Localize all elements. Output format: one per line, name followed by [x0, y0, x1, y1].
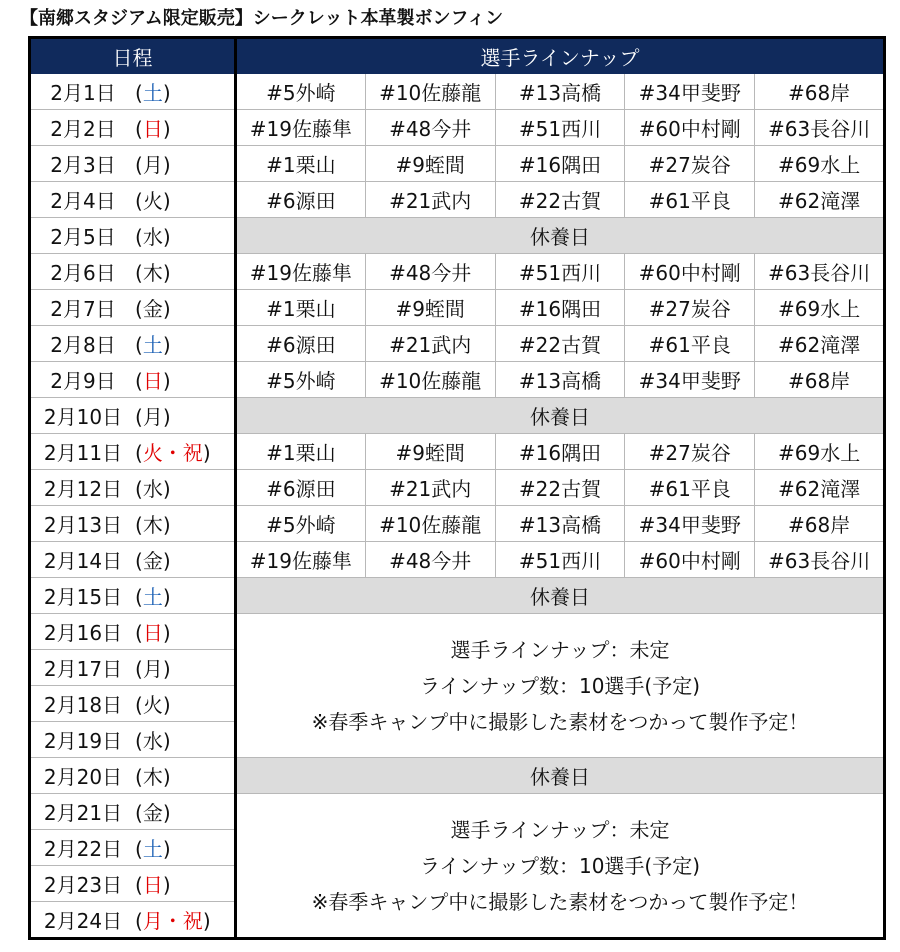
note-line1: 選手ラインナップ：未定: [450, 817, 670, 842]
table-row: [30, 758, 885, 794]
date-cell: [30, 794, 236, 830]
player-cell: #60中村剛: [625, 254, 755, 290]
weekday-label: (土): [135, 585, 171, 609]
table-row: [30, 218, 885, 254]
player-cell: #60中村剛: [625, 110, 755, 146]
note-line3: ※春季キャンプ中に撮影した素材をつかって製作予定！: [311, 889, 809, 914]
weekday-label: (金): [135, 549, 171, 573]
date-cell: [30, 614, 236, 650]
player-cell: #22古賀: [495, 182, 625, 218]
weekday-label: (土): [135, 837, 171, 861]
player-cell: #16隅田: [495, 434, 625, 470]
player-cell: #21武内: [365, 470, 495, 506]
player-cell: #61平良: [625, 326, 755, 362]
player-cell: #5外崎: [236, 362, 366, 398]
player-cell: #34甲斐野: [625, 74, 755, 110]
weekday-label: (金): [135, 297, 171, 321]
weekday-label: (土): [135, 333, 171, 357]
table-row: [30, 182, 885, 218]
weekday-label: (火・祝): [135, 441, 211, 465]
weekday-text: 月: [142, 405, 163, 429]
date-label: 2月10日: [43, 405, 123, 429]
table-row: [30, 542, 885, 578]
player-cell: #6源田: [236, 182, 366, 218]
date-cell: [30, 398, 236, 434]
date-cell: [30, 290, 236, 326]
table-row: [30, 146, 885, 182]
weekday-text: 木: [142, 513, 163, 537]
weekday-label: (月・祝): [135, 909, 211, 933]
table-row: [30, 614, 885, 650]
player-cell: #61平良: [625, 182, 755, 218]
player-cell: #34甲斐野: [625, 506, 755, 542]
weekday-label: (水): [135, 225, 171, 249]
date-cell: [30, 146, 236, 182]
date-label: 2月13日: [43, 513, 123, 537]
date-label: 2月16日: [43, 621, 123, 645]
weekday-text: 月: [142, 657, 163, 681]
player-cell: #68岸: [755, 74, 885, 110]
weekday-label: (火): [135, 189, 171, 213]
date-label: 2月15日: [43, 585, 123, 609]
weekday-text: 土: [142, 837, 163, 861]
date-cell: [30, 758, 236, 794]
player-cell: #13高橋: [495, 506, 625, 542]
weekday-label: (水): [135, 477, 171, 501]
player-cell: #60中村剛: [625, 542, 755, 578]
player-cell: #10佐藤龍: [365, 506, 495, 542]
date-cell: [30, 470, 236, 506]
date-cell: [30, 218, 236, 254]
date-label: 2月12日: [43, 477, 123, 501]
player-cell: #48今井: [365, 542, 495, 578]
weekday-text: 月・祝: [142, 909, 203, 933]
player-cell: #1栗山: [236, 290, 366, 326]
table-row: [30, 254, 885, 290]
table-header-row: [30, 38, 885, 74]
date-cell: [30, 830, 236, 866]
player-cell: #62滝澤: [755, 182, 885, 218]
weekday-text: 金: [142, 801, 163, 825]
date-cell: [30, 362, 236, 398]
player-cell: #62滝澤: [755, 470, 885, 506]
table-row: [30, 362, 885, 398]
weekday-text: 木: [142, 261, 163, 285]
player-cell: #62滝澤: [755, 326, 885, 362]
player-cell: #13高橋: [495, 362, 625, 398]
player-cell: #10佐藤龍: [365, 362, 495, 398]
weekday-text: 水: [142, 477, 163, 501]
lineup-undecided-note: [236, 794, 885, 939]
date-label: 2月23日: [43, 873, 123, 897]
table-row: [30, 794, 885, 830]
player-cell: #19佐藤隼: [236, 542, 366, 578]
player-cell: #69水上: [755, 290, 885, 326]
player-cell: #1栗山: [236, 434, 366, 470]
date-cell: [30, 686, 236, 722]
date-label: 2月6日: [50, 261, 116, 285]
weekday-text: 土: [142, 585, 163, 609]
player-cell: #63長谷川: [755, 254, 885, 290]
weekday-label: (日): [135, 369, 171, 393]
player-cell: #9蛭間: [365, 146, 495, 182]
date-label: 2月21日: [43, 801, 123, 825]
date-label: 2月11日: [43, 441, 123, 465]
weekday-label: (金): [135, 801, 171, 825]
date-label: 2月18日: [43, 693, 123, 717]
weekday-label: (木): [135, 765, 171, 789]
date-label: 2月24日: [43, 909, 123, 933]
player-cell: #5外崎: [236, 506, 366, 542]
player-cell: #6源田: [236, 470, 366, 506]
weekday-label: (土): [135, 81, 171, 105]
player-cell: #27炭谷: [625, 146, 755, 182]
date-cell: [30, 74, 236, 110]
player-cell: #63長谷川: [755, 542, 885, 578]
table-row: [30, 74, 885, 110]
date-label: 2月1日: [50, 81, 116, 105]
date-cell: [30, 434, 236, 470]
player-cell: #51西川: [495, 110, 625, 146]
rest-day-cell: 休養日: [236, 218, 885, 254]
player-cell: #10佐藤龍: [365, 74, 495, 110]
table-row: [30, 578, 885, 614]
table-row: [30, 506, 885, 542]
weekday-text: 金: [142, 297, 163, 321]
player-cell: #5外崎: [236, 74, 366, 110]
rest-day-cell: 休養日: [236, 758, 885, 794]
schedule-table: [28, 36, 886, 940]
player-cell: #27炭谷: [625, 434, 755, 470]
weekday-text: 月: [142, 153, 163, 177]
player-cell: #69水上: [755, 146, 885, 182]
date-cell: [30, 650, 236, 686]
date-cell: [30, 326, 236, 362]
header-lineup: 選手ラインナップ: [236, 38, 885, 74]
schedule-body: [30, 74, 885, 939]
date-cell: [30, 110, 236, 146]
date-label: 2月7日: [50, 297, 116, 321]
player-cell: #48今井: [365, 254, 495, 290]
note-line1: 選手ラインナップ：未定: [450, 637, 670, 662]
date-cell: [30, 542, 236, 578]
date-label: 2月17日: [43, 657, 123, 681]
player-cell: #48今井: [365, 110, 495, 146]
table-row: [30, 110, 885, 146]
player-cell: #9蛭間: [365, 290, 495, 326]
weekday-text: 火: [142, 189, 163, 213]
player-cell: #16隅田: [495, 290, 625, 326]
weekday-text: 火: [142, 693, 163, 717]
weekday-text: 日: [142, 369, 163, 393]
player-cell: #19佐藤隼: [236, 254, 366, 290]
weekday-text: 木: [142, 765, 163, 789]
weekday-text: 土: [142, 333, 163, 357]
weekday-text: 火・祝: [142, 441, 203, 465]
table-row: [30, 326, 885, 362]
date-label: 2月20日: [43, 765, 123, 789]
player-cell: #69水上: [755, 434, 885, 470]
weekday-label: (月): [135, 657, 171, 681]
rest-day-cell: 休養日: [236, 398, 885, 434]
player-cell: #1栗山: [236, 146, 366, 182]
player-cell: #68岸: [755, 506, 885, 542]
date-label: 2月8日: [50, 333, 116, 357]
date-cell: [30, 578, 236, 614]
date-cell: [30, 866, 236, 902]
table-row: [30, 434, 885, 470]
player-cell: #13高橋: [495, 74, 625, 110]
weekday-label: (月): [135, 405, 171, 429]
date-label: 2月3日: [50, 153, 116, 177]
weekday-label: (日): [135, 873, 171, 897]
rest-day-cell: 休養日: [236, 578, 885, 614]
lineup-undecided-note: [236, 614, 885, 758]
note-line2: ラインナップ数：10選手(予定): [419, 853, 701, 878]
weekday-label: (月): [135, 153, 171, 177]
player-cell: #21武内: [365, 326, 495, 362]
weekday-label: (木): [135, 261, 171, 285]
weekday-text: 水: [142, 729, 163, 753]
weekday-text: 水: [142, 225, 163, 249]
date-label: 2月19日: [43, 729, 123, 753]
player-cell: #27炭谷: [625, 290, 755, 326]
date-label: 2月14日: [43, 549, 123, 573]
weekday-label: (火): [135, 693, 171, 717]
date-cell: [30, 902, 236, 939]
weekday-label: (木): [135, 513, 171, 537]
player-cell: #51西川: [495, 542, 625, 578]
player-cell: #19佐藤隼: [236, 110, 366, 146]
weekday-label: (日): [135, 621, 171, 645]
player-cell: #22古賀: [495, 470, 625, 506]
date-label: 2月5日: [50, 225, 116, 249]
player-cell: #22古賀: [495, 326, 625, 362]
player-cell: #68岸: [755, 362, 885, 398]
weekday-text: 日: [142, 117, 163, 141]
date-label: 2月4日: [50, 189, 116, 213]
weekday-text: 日: [142, 873, 163, 897]
note-line3: ※春季キャンプ中に撮影した素材をつかって製作予定！: [311, 709, 809, 734]
weekday-text: 土: [142, 81, 163, 105]
player-cell: #51西川: [495, 254, 625, 290]
date-cell: [30, 722, 236, 758]
player-cell: #34甲斐野: [625, 362, 755, 398]
weekday-text: 日: [142, 621, 163, 645]
player-cell: #21武内: [365, 182, 495, 218]
player-cell: #6源田: [236, 326, 366, 362]
date-label: 2月22日: [43, 837, 123, 861]
date-cell: [30, 254, 236, 290]
date-label: 2月9日: [50, 369, 116, 393]
player-cell: #16隅田: [495, 146, 625, 182]
table-row: [30, 290, 885, 326]
note-line2: ラインナップ数：10選手(予定): [419, 673, 701, 698]
table-row: [30, 470, 885, 506]
player-cell: #63長谷川: [755, 110, 885, 146]
weekday-text: 金: [142, 549, 163, 573]
player-cell: #9蛭間: [365, 434, 495, 470]
page-title: 【南郷スタジアム限定販売】シークレット本革製ボンフィン: [20, 8, 504, 29]
date-cell: [30, 182, 236, 218]
weekday-label: (水): [135, 729, 171, 753]
weekday-label: (日): [135, 117, 171, 141]
table-row: [30, 398, 885, 434]
player-cell: #61平良: [625, 470, 755, 506]
date-label: 2月2日: [50, 117, 116, 141]
date-cell: [30, 506, 236, 542]
header-date: 日程: [30, 38, 236, 74]
